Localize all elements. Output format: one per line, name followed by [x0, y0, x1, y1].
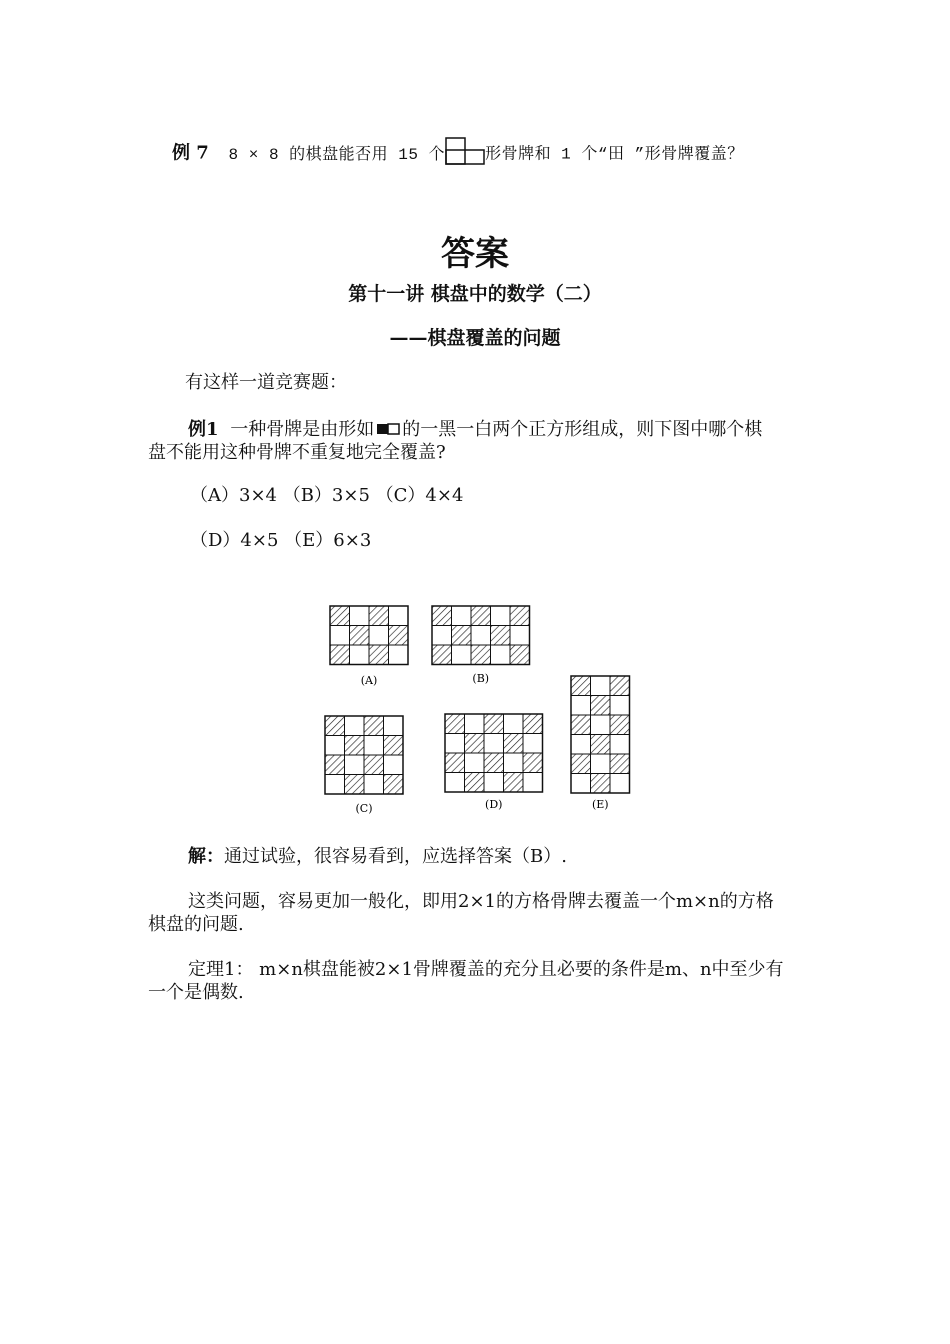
board-cell: [445, 734, 465, 754]
solution-text: 通过试验，很容易看到，应选择答案（B）.: [224, 846, 567, 867]
lecture-title: 第十一讲 棋盘中的数学（二）: [348, 283, 602, 305]
answer-title: 答案: [441, 234, 509, 274]
board-cell: [571, 774, 591, 794]
board-cell: [591, 715, 611, 735]
board-cell: [384, 716, 404, 736]
board-cell: [523, 773, 543, 793]
board-cell: [523, 734, 543, 754]
options-line-1: （A）3×4 （B）3×5 （C）4×4: [190, 485, 464, 506]
solution-label: 解：: [188, 846, 224, 867]
board-cell: [384, 775, 404, 795]
board-cell: [330, 645, 350, 665]
board-cell: [384, 755, 404, 775]
generalization-line-1: 这类问题，容易更加一般化，即用2×1的方格骨牌去覆盖一个m×n的方格: [188, 891, 774, 912]
board-cell: [432, 626, 452, 646]
board-a: [330, 606, 408, 687]
board-cell: [350, 626, 370, 646]
board-cell: [591, 735, 611, 755]
board-cell: [471, 645, 491, 665]
theorem-line-2: 一个是偶数.: [148, 982, 244, 1003]
board-cell: [510, 626, 530, 646]
board-cell: [591, 696, 611, 716]
board-cell: [523, 714, 543, 734]
board-cell: [484, 753, 504, 773]
board-cell: [510, 606, 530, 626]
board-cell: [325, 736, 345, 756]
board-cell: [510, 645, 530, 665]
board-d: [445, 714, 543, 811]
board-b: [432, 606, 530, 685]
board-c: [325, 716, 403, 815]
board-cell: [364, 716, 384, 736]
board-cell: [491, 606, 511, 626]
board-cell: [350, 606, 370, 626]
example-7-text-mid: 形骨牌和 1 个: [485, 145, 598, 164]
board-cell: [591, 774, 611, 794]
board-cell: [484, 734, 504, 754]
board-cell: [330, 626, 350, 646]
board-cell: [345, 775, 365, 795]
board-cell: [591, 754, 611, 774]
board-cell: [452, 606, 472, 626]
example-7-text-before: 8 × 8 的棋盘能否用 15 个: [228, 145, 446, 164]
board-cell: [610, 735, 630, 755]
board-cell: [445, 753, 465, 773]
board-cell: [465, 773, 485, 793]
board-cell: [484, 773, 504, 793]
board-caption: (C): [355, 802, 373, 815]
board-cell: [389, 645, 409, 665]
board-cell: [325, 755, 345, 775]
board-cell: [504, 734, 524, 754]
board-cell: [471, 626, 491, 646]
board-cell: [369, 606, 389, 626]
board-cell: [325, 716, 345, 736]
board-cell: [369, 645, 389, 665]
generalization-line-2: 棋盘的问题.: [148, 914, 244, 935]
board-cell: [389, 626, 409, 646]
board-caption: (D): [485, 798, 503, 811]
board-cell: [465, 734, 485, 754]
example-1-line2: 盘不能用这种骨牌不重复地完全覆盖?: [148, 442, 446, 463]
board-cell: [610, 774, 630, 794]
board-cell: [345, 736, 365, 756]
board-cell: [471, 606, 491, 626]
board-cell: [571, 676, 591, 696]
board-caption: (E): [591, 798, 609, 811]
board-cell: [364, 736, 384, 756]
board-cell: [484, 714, 504, 734]
board-cell: [452, 626, 472, 646]
board-cell: [452, 645, 472, 665]
board-cell: [523, 753, 543, 773]
board-cell: [504, 753, 524, 773]
board-cell: [491, 626, 511, 646]
intro-text: 有这样一道竞赛题：: [185, 372, 347, 393]
board-cell: [610, 754, 630, 774]
board-e: [571, 676, 630, 811]
board-cell: [591, 676, 611, 696]
board-cell: [325, 775, 345, 795]
example-1-text-before: 一种骨牌是由形如: [230, 419, 375, 440]
board-cell: [491, 645, 511, 665]
board-cell: [571, 696, 591, 716]
board-cell: [364, 775, 384, 795]
board-cell: [465, 714, 485, 734]
solution-line: [188, 842, 567, 868]
board-cell: [389, 606, 409, 626]
board-cell: [345, 716, 365, 736]
board-cell: [330, 606, 350, 626]
example-7-text-after: 形骨牌覆盖？: [644, 145, 744, 164]
board-cell: [384, 736, 404, 756]
board-cell: [364, 755, 384, 775]
theorem-line-1: 定理1： m×n棋盘能被2×1骨牌覆盖的充分且必要的条件是m、n中至少有: [188, 959, 784, 980]
board-caption: (A): [360, 674, 378, 687]
board-cell: [432, 645, 452, 665]
board-cell: [345, 755, 365, 775]
example-7-quote: “田 ”: [597, 145, 645, 164]
board-cell: [571, 715, 591, 735]
board-cell: [445, 714, 465, 734]
board-cell: [445, 773, 465, 793]
options-line-2: （D）4×5 （E）6×3: [190, 530, 372, 551]
board-cell: [610, 715, 630, 735]
board-cell: [465, 753, 485, 773]
board-cell: [571, 735, 591, 755]
board-cell: [571, 754, 591, 774]
board-cell: [504, 714, 524, 734]
board-cell: [504, 773, 524, 793]
board-caption: (B): [472, 672, 490, 685]
board-cell: [432, 606, 452, 626]
board-cell: [610, 676, 630, 696]
lecture-subtitle: ——棋盘覆盖的问题: [389, 327, 561, 349]
board-cell: [610, 696, 630, 716]
board-cell: [350, 645, 370, 665]
example-1-label: 例1: [188, 419, 219, 440]
example-7-label: 例 7: [172, 142, 209, 164]
example-1-text-after: 的一黑一白两个正方形组成，则下图中哪个棋: [402, 419, 763, 440]
board-cell: [369, 626, 389, 646]
